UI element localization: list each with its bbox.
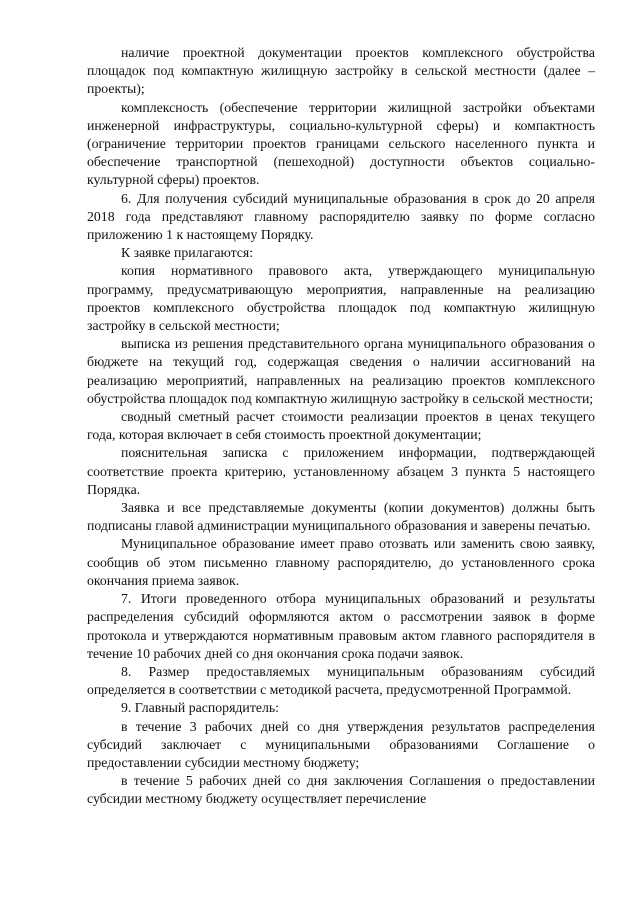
paragraph-withdrawal-right: Муниципальное образование имеет право отозвать или заменить свою заявку, сообщив об этом письменно главному распорядителю, до установленного срока окончания приема заявок. [87,536,595,588]
paragraph-budget-extract: выписка из решения представительного органа муниципального образования о бюджете на текущий год, содержащая сведения о наличии ассигнований на реализацию мероприятий, направленных на реализацию проектов комплексного обустройства площадок под компактную жилищную застройку в сельской местности; [87,336,595,406]
paragraph-complexity-compactness: комплексность (обеспечение территории жилищной застройки объектами инженерной инфраструктуры, социально-культурной сферы) и компактность (ограничение территории проектов границами сельского населенного пункта и обеспечение транспортной (пешеходной) доступности объектов социально-культурной сферы) проектов. [87,99,595,188]
paragraph-project-documentation: наличие проектной документации проектов комплексного обустройства площадок под компактную жилищную застройку в сельской местности (далее – проекты); [87,45,595,97]
paragraph-item-7: 7. Итоги проведенного отбора муниципальных образований и результаты распределения субсидий оформляются актом о рассмотрении заявок в форме протокола и утверждаются нормативным правовым актом главного распорядителя в течение 10 рабочих дней со дня окончания срока подачи заявок. [87,591,595,661]
paragraph-item-6: 6. Для получения субсидий муниципальные образования в срок до 20 апреля 2018 года представляют главному распорядителю заявку по форме согласно приложению 1 к настоящему Порядку. [87,190,595,243]
paragraph-legal-act-copy: копия нормативного правового акта, утверждающего муниципальную программу, предусматривающую мероприятия, направленные на реализацию проектов комплексного обустройства площадок под компактную жилищную застройку в сельской местности; [87,263,595,334]
paragraph-signature-requirement: Заявка и все представляемые документы (копии документов) должны быть подписаны главой администрации муниципального образования и заверены печатью. [87,500,595,534]
paragraph-item-8: 8. Размер предоставляемых муниципальным образованиям субсидий определяется в соответствии с методикой расчета, предусмотренной Программой. [87,663,595,698]
paragraph-cost-estimate: сводный сметный расчет стоимости реализации проектов в ценах текущего года, которая включает в себя стоимость проектной документации; [87,409,595,443]
paragraph-explanatory-note: пояснительная записка с приложением информации, подтверждающей соответствие проекта критерию, установленному абзацем 3 пункта 5 настоящего Порядка. [87,445,595,497]
paragraph-item-9: 9. Главный распорядитель: [121,700,279,716]
document-page [87,44,595,809]
paragraph-agreement-3-days: в течение 3 рабочих дней со дня утверждения результатов распределения субсидий заключает с муниципальными образованиями Соглашение о предоставлении субсидии местному бюджету; [87,718,595,770]
paragraph-attachments-intro: К заявке прилагаются: [121,245,254,261]
paragraph-transfer-5-days: в течение 5 рабочих дней со дня заключения Соглашения о предоставлении субсидии местному бюджету осуществляет перечисление [87,773,595,807]
